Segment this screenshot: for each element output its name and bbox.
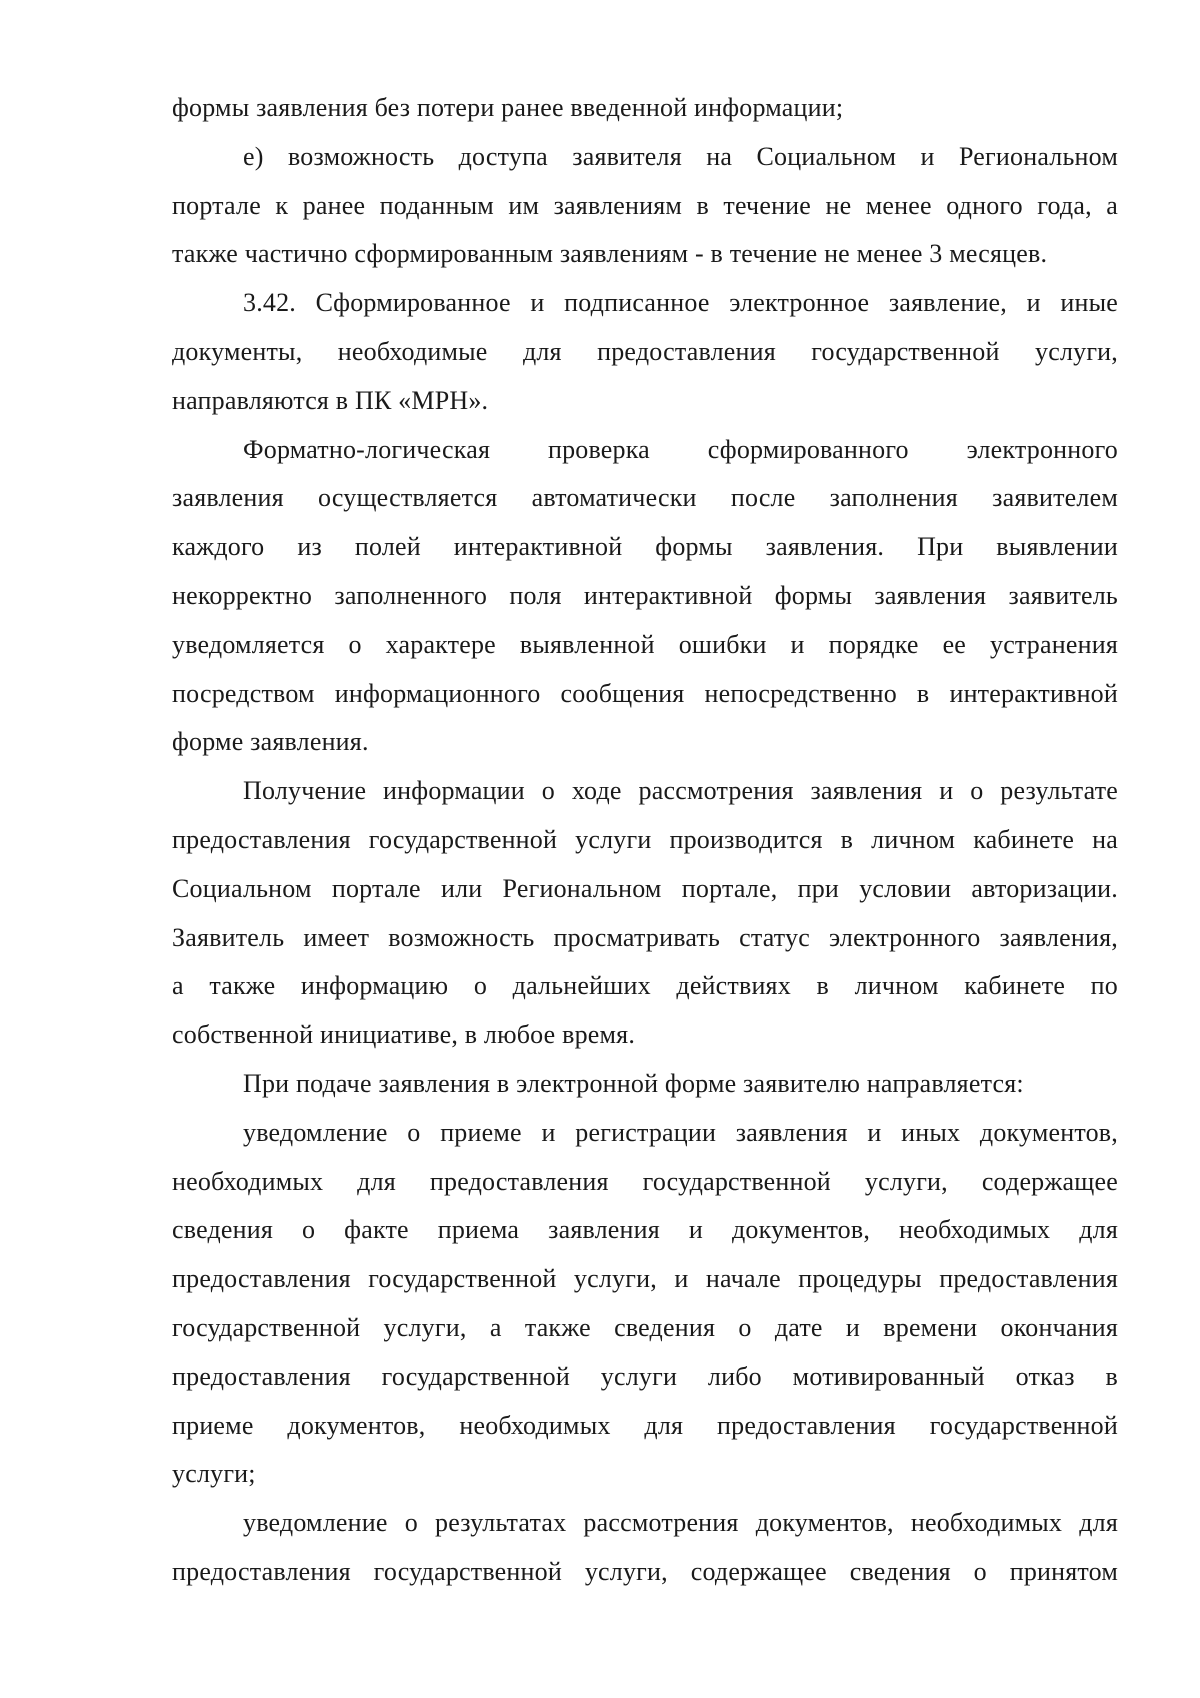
text-line: Получение информации о ходе рассмотрения заявления и о результате bbox=[243, 776, 1118, 806]
text-line: портале к ранее поданным им заявлениям в течение не менее одного года, а bbox=[172, 190, 1118, 220]
text-line: предоставления государственной услуги, содержащее сведения о принятом bbox=[172, 1556, 1118, 1586]
text-line: сведения о факте приема заявления и документов, необходимых для bbox=[172, 1215, 1118, 1245]
text-line: формы заявления без потери ранее введенной информации; bbox=[172, 93, 844, 122]
text-line: необходимых для предоставления государственной услуги, содержащее bbox=[172, 1166, 1118, 1196]
text-line: посредством информационного сообщения непосредственно в интерактивной bbox=[172, 678, 1118, 708]
text-line: государственной услуги, а также сведения о дате и времени окончания bbox=[172, 1312, 1118, 1342]
text-line: документы, необходимые для предоставления государственной услуги, bbox=[172, 336, 1118, 366]
text-line: а также информацию о дальнейших действиях в личном кабинете по bbox=[172, 971, 1118, 1001]
text-line: каждого из полей интерактивной формы заявления. При выявлении bbox=[172, 532, 1118, 562]
text-line: предоставления государственной услуги производится в личном кабинете на bbox=[172, 824, 1118, 854]
text-line: некорректно заполненного поля интерактивной формы заявления заявитель bbox=[172, 580, 1118, 610]
text-line: уведомление о результатах рассмотрения документов, необходимых для bbox=[243, 1508, 1118, 1538]
text-line: также частично сформированным заявлениям - в течение не менее 3 месяцев. bbox=[172, 239, 1048, 269]
text-line: При подаче заявления в электронной форме заявителю направляется: bbox=[243, 1068, 1024, 1098]
text-line: Заявитель имеет возможность просматривать статус электронного заявления, bbox=[172, 922, 1118, 952]
text-line: форме заявления. bbox=[172, 727, 369, 757]
text-line: заявления осуществляется автоматически после заполнения заявителем bbox=[172, 483, 1118, 513]
text-line: приеме документов, необходимых для предоставления государственной bbox=[172, 1410, 1118, 1440]
text-line: предоставления государственной услуги, и начале процедуры предоставления bbox=[172, 1264, 1118, 1294]
text-line: направляются в ПК «МРН». bbox=[172, 385, 489, 415]
text-line: Социальном портале или Региональном портале, при условии авторизации. bbox=[172, 873, 1118, 903]
paragraph-3-42-start: 3.42. Сформированное и подписанное электронное заявление, и иные bbox=[243, 288, 1118, 318]
text-line: услуги; bbox=[172, 1459, 256, 1489]
text-line: уведомление о приеме и регистрации заявления и иных документов, bbox=[243, 1117, 1118, 1147]
text-line: Форматно-логическая проверка сформированного электронного bbox=[243, 434, 1118, 464]
text-line: е) возможность доступа заявителя на Социальном и Региональном bbox=[243, 141, 1118, 171]
text-line: собственной инициативе, в любое время. bbox=[172, 1020, 636, 1050]
document-text-body bbox=[172, 84, 1118, 1597]
text-line: уведомляется о характере выявленной ошибки и порядке ее устранения bbox=[172, 629, 1118, 659]
text-line: предоставления государственной услуги либо мотивированный отказ в bbox=[172, 1361, 1118, 1391]
